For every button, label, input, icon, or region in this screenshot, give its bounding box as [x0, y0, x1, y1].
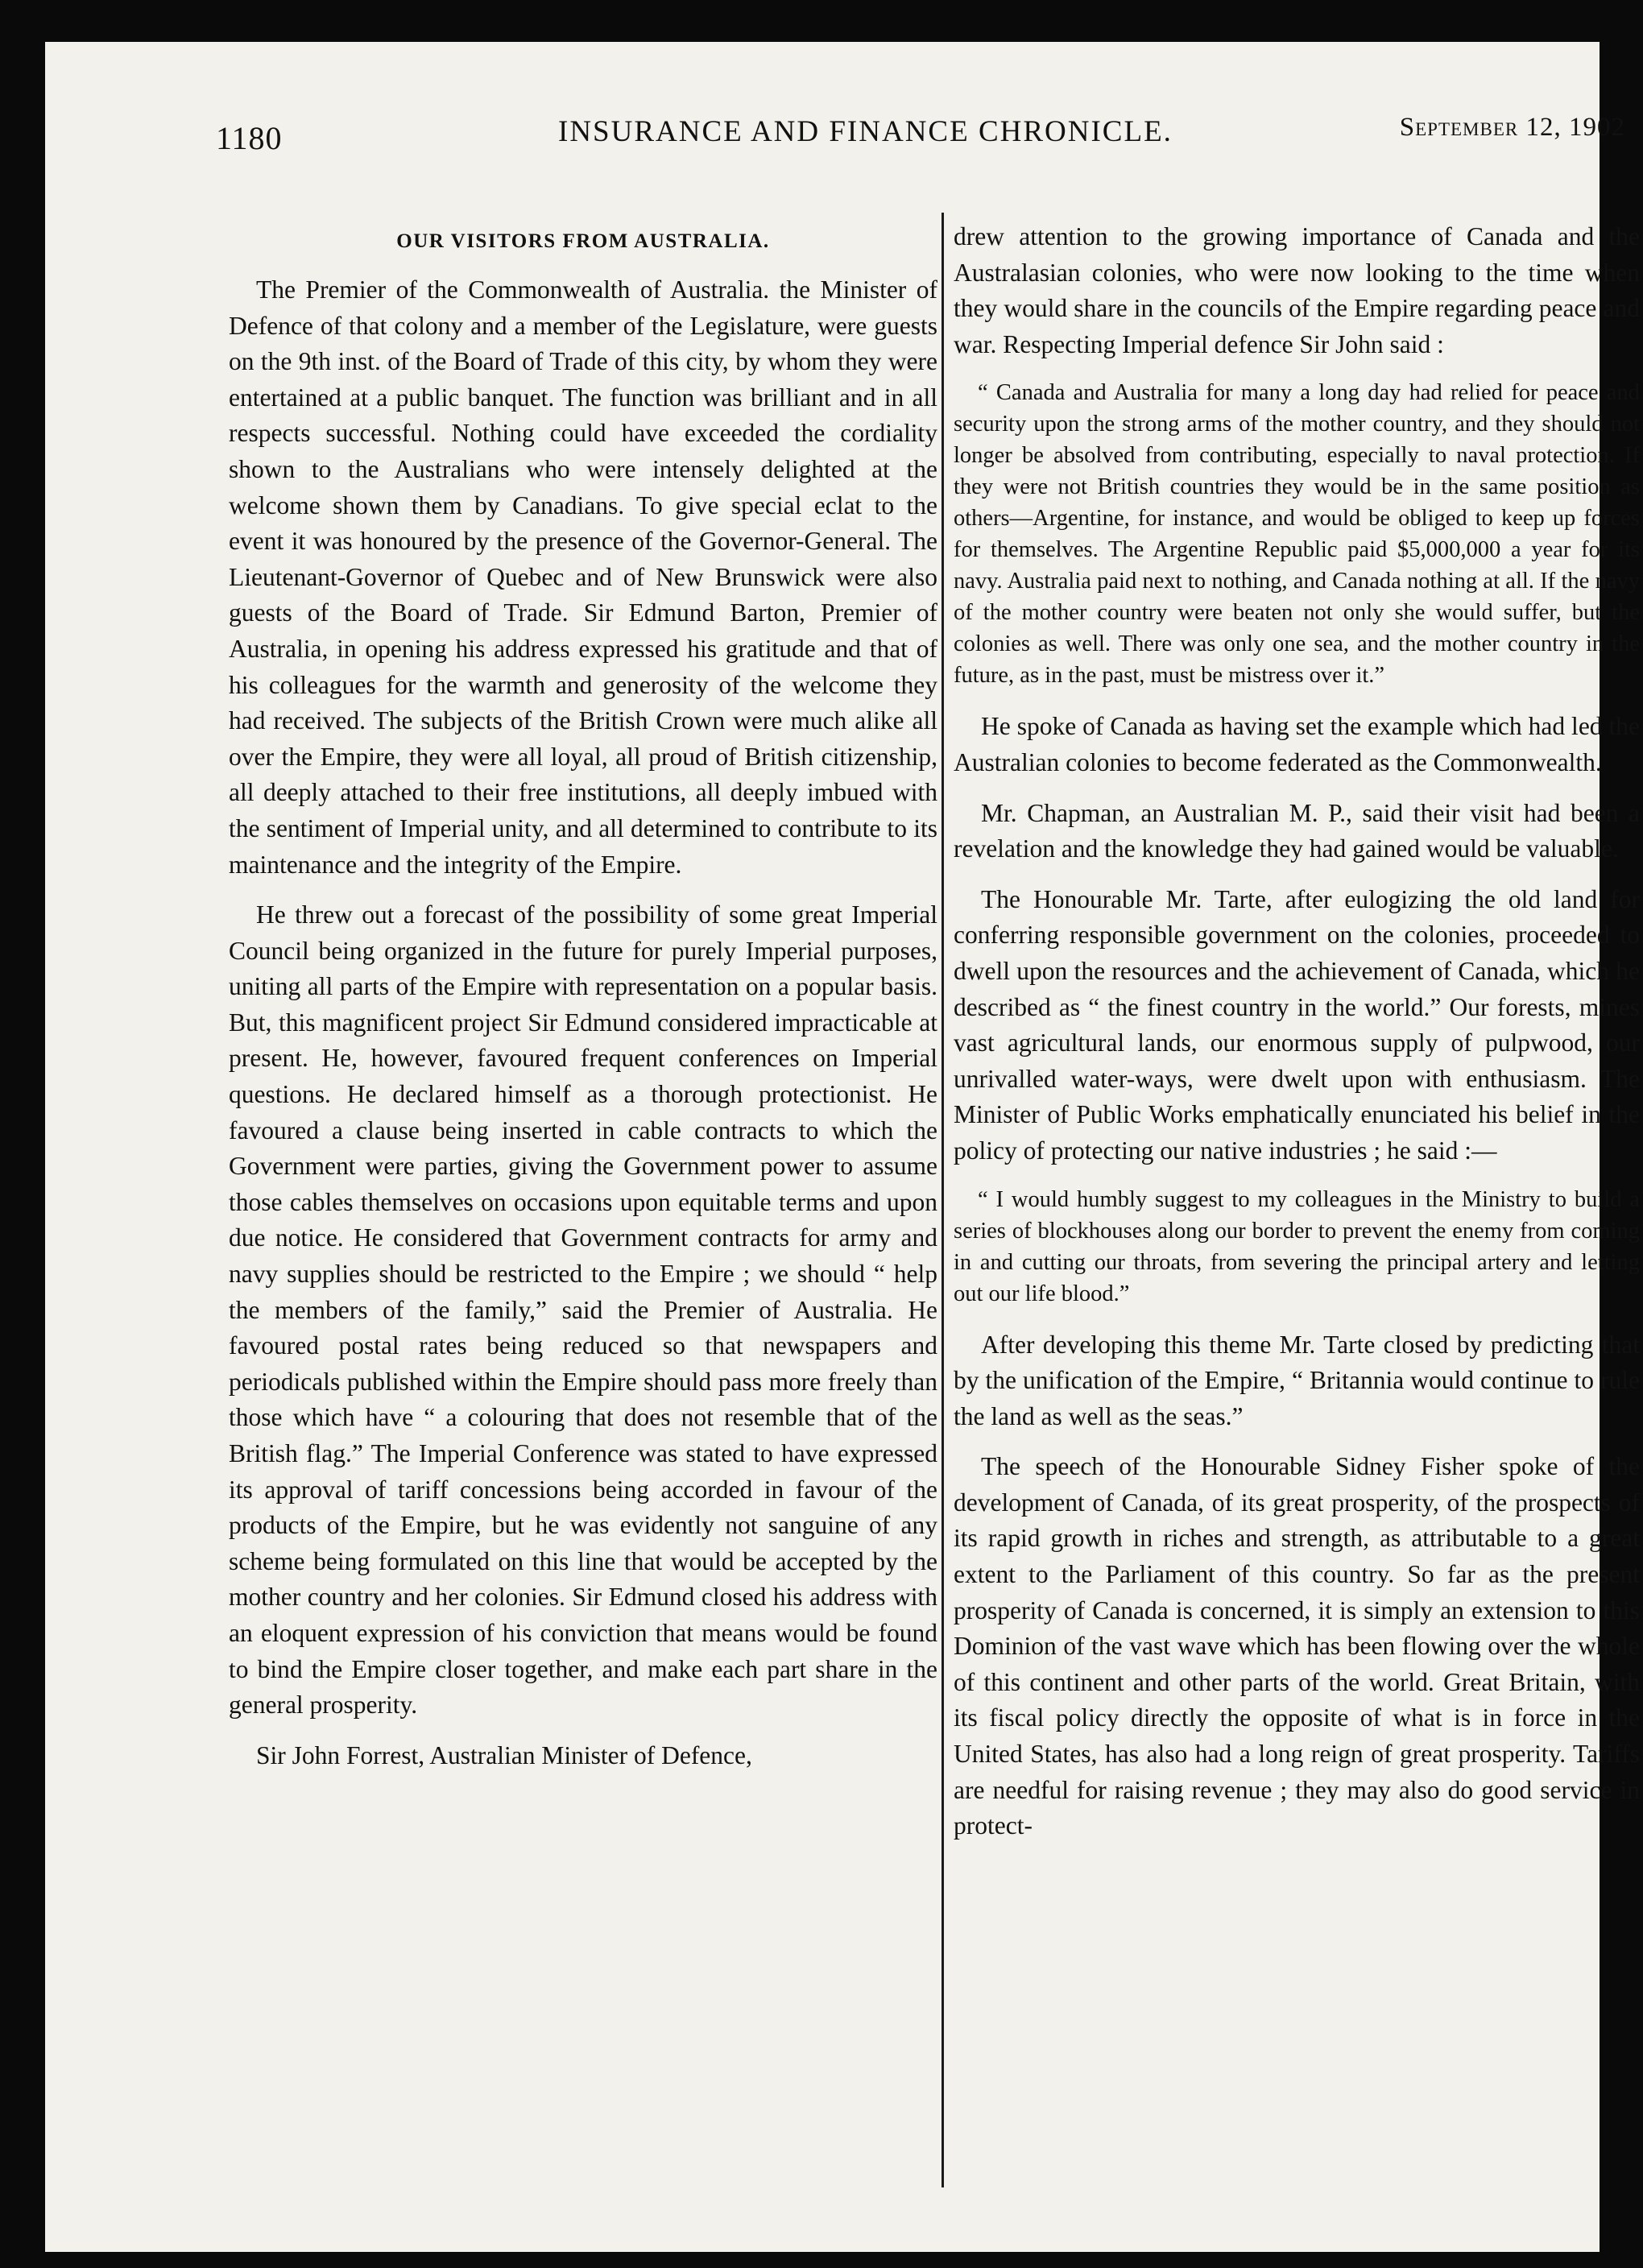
- issue-date: September 12, 1902: [1399, 113, 1625, 142]
- quote-blockhouses: “ I would humbly suggest to my colleagues in the Ministry to build a series of blockhouses along our border to prevent the enemy from coming in and cutting our throats, from severing the principal artery and letting out our life blood.”: [954, 1186, 1640, 1306]
- page-number: 1180: [216, 120, 283, 156]
- page-header: [216, 105, 1625, 169]
- paragraph-forrest-intro: Sir John Forrest, Australian Minister of Defence,: [256, 1740, 752, 1769]
- left-column: [229, 226, 937, 1788]
- newspaper-page: [45, 42, 1640, 2252]
- paragraph-commonwealth: He spoke of Canada as having set the example which had led the Australian colonies to become federated as the Commonwealth.: [954, 712, 1640, 776]
- paragraph-tarte: The Honourable Mr. Tarte, after eulogizing the old land for conferring responsible government on the colonies, proceeded to dwell upon the resources and the achievement of Canada, which he described as “ the finest country in the world.” Our forests, mines vast agricultural lands, our enormous supply of pulpwood, our unrivalled water-ways, were dwelt upon with enthusiasm. The Minister of Public Works emphatically enunciated his belief in the policy of protecting our native industries ; he said :—: [954, 884, 1640, 1165]
- paragraph-imperial-council: He threw out a forecast of the possibility of some great Imperial Council being organized in the future for purely Imperial purposes, uniting all parts of the Empire with representation on a popular basis. But, this magnificent project Sir Edmund considered impracticable at present. He, however, favoured frequent conferences on Imperial questions. He declared himself as a thorough protectionist. He favoured a clause being inserted in cable contracts to which the Government were parties, giving the Government power to assume those cables themselves on occasions upon equitable terms and upon due notice. He considered that Government contracts for army and navy supplies should be restricted to the Empire ; we should “ help the members of the family,” said the Premier of Australia. He favoured postal rates being reduced so that newspapers and periodicals published within the Empire should pass more freely than those which have “ a colouring that does not resemble that of the British flag.” The Imperial Conference was stated to have expressed its approval of tariff concessions being accorded in favour of the products of the Empire, but he was evidently not sanguine of any scheme being formulated on this line that would be accepted by the mother country and her colonies. Sir Edmund closed his address with an eloquent expression of his conviction that means would be found to bind the Empire closer together, and make each part share in the general prosperity.: [229, 900, 937, 1720]
- journal-title: INSURANCE AND FINANCE CHRONICLE.: [558, 115, 1173, 148]
- paragraph-forrest-continued: drew attention to the growing importance of Canada and the Australasian colonies, who were now looking to the time when they would share in the councils of the Empire regarding peace and war. Respecting Imperial defence Sir John said :: [954, 222, 1640, 358]
- quote-imperial-defence: “ Canada and Australia for many a long day had relied for peace and security upon the strong arms of the mother country, and they should not longer be absolved from contributing, especially to naval protection. If they were not British countries they would be in the same position as others—Argentine, for instance, and would be obliged to keep up forces for themselves. The Argentine Republic paid $5,000,000 a year for its navy. Australia paid next to nothing, and Canada nothing at all. If the navy of the mother country were beaten not only she would suffer, but the colonies as well. There was only one sea, and the mother country in the future, as in the past, must be mistress over it.”: [954, 380, 1640, 689]
- column-divider: [942, 213, 944, 2187]
- paragraph-reception: The Premier of the Commonwealth of Australia. the Minister of Defence of that colony and a member of the Legislature, were guests on the 9th inst. of the Board of Trade of this city, by whom they were entertained at a public banquet. The function was brilliant and in all respects successful. Nothing could have exceeded the cordiality shown to the Australians who were intensely delighted at the welcome shown them by Canadians. To give special eclat to the event it was honoured by the presence of the Governor-General. The Lieutenant-Governor of Quebec and of New Brunswick were also guests of the Board of Trade. Sir Edmund Barton, Premier of Australia, in opening his address expressed his gratitude and that of his colleagues for the warmth and generosity of the welcome they had received. The subjects of the British Crown were much alike all over the Empire, they were all loyal, all proud of British citizenship, all deeply attached to their free institutions, all deeply imbued with the sentiment of Imperial unity, and all determined to contribute to its maintenance and the integrity of the Empire.: [229, 275, 937, 879]
- paragraph-chapman: Mr. Chapman, an Australian M. P., said their visit had been a revelation and the knowledge they had gained would be valuable.: [954, 798, 1640, 863]
- paragraph-britannia: After developing this theme Mr. Tarte closed by predicting that by the unification of the Empire, “ Britannia would continue to rule the land as well as the seas.”: [954, 1330, 1640, 1430]
- right-column: [954, 219, 1640, 1859]
- article-title: OUR VISITORS FROM AUSTRALIA.: [396, 230, 770, 252]
- paragraph-fisher: The speech of the Honourable Sidney Fisher spoke of the development of Canada, of its great prosperity, of the prospects of its rapid growth in riches and strength, as attributable to a great extent to the Parliament of this country. So far as the present prosperity of Canada is concerned, it is simply an extension to this Dominion of the vast wave which has been flowing over the whole of this continent and other parts of the world. Great Britain, with its fiscal policy directly the opposite of what is in force in the United States, has also had a long reign of great prosperity. Tariffs are needful for raising revenue ; they may also do good service in protect-: [954, 1452, 1640, 1840]
